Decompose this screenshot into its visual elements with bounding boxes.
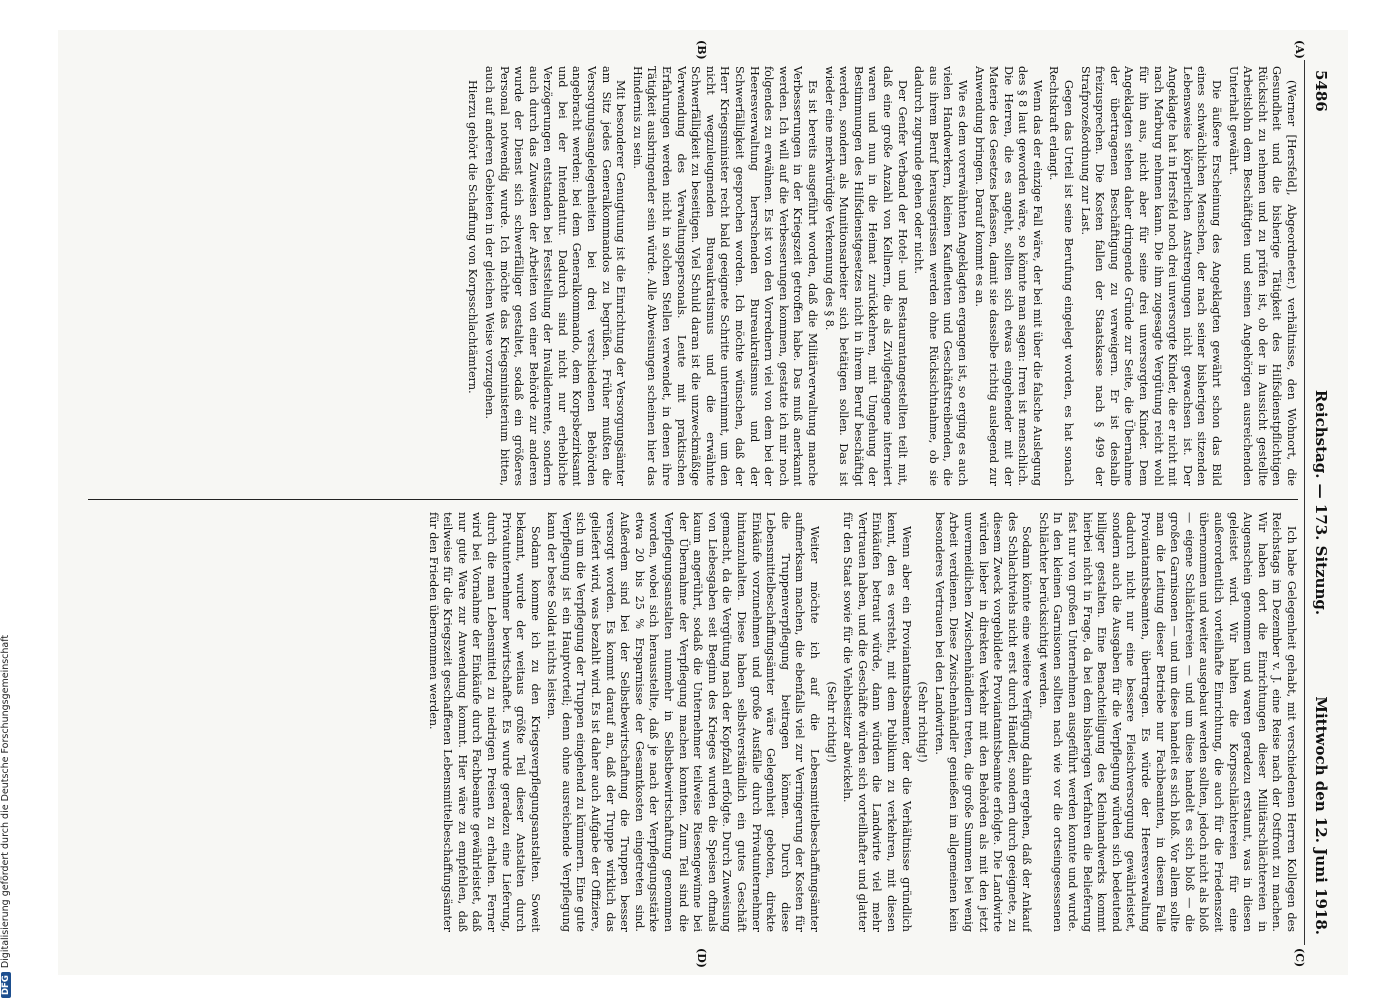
left-paragraph: Wenn das der einzige Fall wäre, der bei mit über die falsche Auslegung des § 8 laut geworden wäre, so könnte man sagen: Irren ist menschlich. Die Herren, die es angeht, sollten sich etwas eingehender mit der Materie des Gesetzes befassen, damit sie dasselbe richtig auslegend zur Anwendung bringen. Darauf kommt es an.	[972, 66, 1044, 486]
digitization-credit	[0, 0, 14, 1000]
right-paragraph: Sodann könnte eine weitere Verfügung dahin ergehen, daß der Ankauf des Schlachtviehs nicht erst durch Händler, sondern durch geeignete, zu diesem Zweck vorgebildete Proviantamtsbeamte erfolgte. Die Landwirte würden lieber in direkten Verkehr mit den Behörden als mit den jetzt unvermeidlichen Zwischenhändlern treten, die große Summen bei wenig Arbeit verdienen. Diese Zwischenhändler genießen im allgemeinen kein besonderes Vertrauen bei den Landwirten.	[932, 512, 1034, 932]
left-column	[83, 66, 1298, 486]
left-paragraph: (Werner [Hersfeld], Abgeordneter.) verhältnisse, den Wohnort, die Gesundheit und die bisherige Tätigkeit des Hilfsdienstpflichtigen Rücksicht zu nehmen und zu prüfen ist, ob der in Aussicht gestellte Arbeitslohn dem Beschäftigten und seinen Angehörigen ausreichenden Unterhalt gewährt.	[1226, 66, 1298, 486]
left-paragraph: Hierzu gehört die Schaffung von Korpsschlachtämtern.	[466, 80, 480, 394]
left-paragraph: Wie es dem vorerwähnten Angeklagten ergangen ist, so erging es auch vielen Handwerkern, kleinen Kaufleuten und Geschäftstreibenden, die aus ihrem Beruf herausgerissen werden ohne Rücksichtnahme, ob sie dadurch zugrunde gehen oder nicht.	[912, 66, 969, 486]
margin-mark-d: (D)	[695, 948, 708, 968]
right-paragraph: Weiter möchte ich auf die Lebensmittelbeschaffungsämter aufmerksam machen, die ebenfalls viel zur Verringerung der Kosten für die Truppenverpflegung beitragen können. Durch diese Lebensmittelbeschaffungsämter wäre Gelegenheit geboten, direkte Einkäufe vorzunehmen und große Ausfälle durch Privatunternehmer hintanzuhalten. Diese haben selbstverständlich ein gutes Geschäft gemacht, da die Vergütung nach der Kopfzahl erfolgte. Durch Zuweisung von Liebesgaben seit Beginn des Krieges wurden die Speisen oftmals kaum angerührt, sodaß die Unternehmer teilweise Riesengewinne bei der Übernahme der Verpflegung machen konnten. Zum Teil sind die Verpflegungsanstalten nunmehr in Selbstbewirtschaftung genommen worden, wobei sich herausstellte, daß je nach der Verpflegungsstärke etwa 20 bis 25 % Ersparnisse der Gesamtkosten eingetreten sind. Außerdem sind bei der Selbstbewirtschaftung die Truppen besser versorgt worden. Es kommt darauf an, daß der Truppe wirklich das geliefert wird, was bezahlt wird. Es ist daher auch Aufgabe der Offiziere, sich um die Verpflegung der Truppen eingehend zu kümmern. Eine gute Verpflegung ist ein Hauptvorteil; denn ohne ausreichende Verpflegung kann der beste Soldat nichts leisten.	[545, 512, 821, 932]
interjection: (Sehr richtig!)	[824, 681, 838, 763]
left-paragraph: Der Genfer Verband der Hotel- und Restaurantangestellten teilt mit, daß eine große Anzahl von Kellnern, die als Zivilgefangene interniert waren und nun in die Heimat zurückkehren, mit Umgehung der Bestimmungen des Hilfsdienstgesetzes nicht in ihrem Beruf beschäftigt werden, sondern als Munitionsarbeiter sich betätigen sollen. Das ist wieder eine merkwürdige Verkennung des § 8.	[822, 66, 909, 486]
right-paragraph: Sodann komme ich zu den Kriegsverpflegungsanstalten. Soweit bekannt, wurde der weitaus größte Teil dieser Anstalten durch Privatunternehmer bewirtschaftet. Es wurde geradezu eine Lieferung, durch die man Lebensmittel zu niedrigen Preisen zu erhalten. Ferner wird bei Vornahme der Einkäufe durch Fachbeamte gewährleistet, daß nur gute Ware zur Anwendung kommt. Hier wäre zu empfehlen, daß teilweise für die Kriegszeit geschaffenen Lebensmittelbeschaffungsämter für den Frieden übernommen werden.	[426, 512, 542, 932]
left-paragraph: Es ist bereits ausgeführt worden, daß die Militärverwaltung manche Verbesserungen in der Kriegszeit getroffen habe. Das muß anerkannt werden. Ich will auf die Verbesserungen kommen, gestatte ich mir noch folgendes zu erwähnen. Es ist von den Vorrednern viel von dem bei der Heeresverwaltung herrschenden Bureaukratismus und der Schwerfälligkeit gesprochen worden. Ich möchte wünschen, daß der Herr Kriegsminister recht bald geeignete Schritte unternimmt, um den nicht wegzuleugnenden Bureaukratismus und die erwähnte Schwerfälligkeit zu beseitigen. Viel Schuld daran ist die unzweckmäßige Verwendung des Verwaltungspersonals. Leute mit praktischen Erfahrungen werden nicht in solchen Stellen verwendet, in denen ihre Tätigkeit ausbringender sein würde. Alle Abweisungen scheinen hier das Hindernis zu sein.	[630, 66, 819, 486]
margin-mark-a: (A)	[1293, 40, 1306, 59]
column-divider	[88, 499, 1298, 500]
header-rule	[1304, 60, 1305, 945]
left-paragraph: Gegen das Urteil ist seine Berufung eingelegt worden, es hat sonach Rechtskraft erlangt.	[1047, 66, 1076, 486]
margin-mark-c: (C)	[1293, 948, 1306, 968]
page-title: Reichstag. — 173. Sitzung.	[1312, 389, 1330, 616]
credit-text: Digitalisierung gefördert durch die Deutsche Forschungsgemeinschaft	[0, 634, 11, 969]
newspaper-page	[58, 30, 1348, 975]
dfg-logo-icon: DFG	[1, 972, 11, 998]
right-paragraph: Wenn aber ein Proviantamtsbeamter, der die Verhältnisse gründlich kennt, den es versteht, mit dem Publikum zu verkehren, mit diesen Einkäufen betraut würde, dann würden die Landwirte viel mehr Vertrauen haben, und die Geschäfte würden sich vorteilhafter und glatter für den Staat sowie für die Viehbesitzer abwickeln.	[841, 512, 913, 932]
page-number: 5486	[1312, 70, 1330, 112]
margin-mark-b: (B)	[695, 40, 708, 60]
left-paragraph: Die äußere Erscheinung des Angeklagten gewährt schon das Bild eines schwächlichen Menschen, der nach seiner bisherigen sitzenden Lebensweise körperlichen Anstrengungen nicht gewachsen ist. Der Angeklagte hat in Hersfeld noch drei unversorgte Kinder, die er nicht mit nach Marburg nehmen kann. Die ihm zugesagte Vergütung reicht wohl für ihn aus, nicht aber für seine drei unversorgten Kinder. Dem Angeklagten stehen daher dringende Gründe zur Seite, die Übernahme der übertragenen Beschäftigung zu verweigern. Er ist deshalb freizusprechen. Die Kosten fallen der Staatskasse nach § 499 der Strafprozeßordnung zur Last.	[1078, 66, 1224, 486]
right-paragraph: Ich habe Gelegenheit gehabt, mit verschiedenen Herren Kollegen des Reichstags im Dezember v. J. eine Reise nach der Ostfront zu machen. Wir haben dort die Einrichtungen dieser Militärschlächtereien in Augenschein genommen und waren geradezu erstaunt, was in diesen geleistet wird. Wir halten die Korpsschlächtereien für eine außerordentlich vorteilhafte Einrichtung, die auch für die Friedenszeit übernommen und weiter ausgebaut werden sollten, jedoch nicht als bloß — eigene Schlächtereien — und um diese handelt es sich bloß — die großen Garnisonen — und um diese handelt es sich bloß. Vor allem sollte man die Leitung dieser Betriebe nur Fachbeamten, in diesem Falle Proviantamtsbeamten, übertragen. Es würde der Heeresverwaltung dadurch nicht nur eine bessere Fleischversorgung gewährleistet, sondern auch die Ausgaben für die Verpflegung würden sich bedeutend billiger gestalten. Eine Benachteiligung des Kleinhandwerks kommt hierbei nicht in Frage, da bei dem bisherigen Verfahren die Belieferung fast nur von großen Unternehmen ausgeführt werden konnte und wurde. In den kleinen Garnisonen sollten nach wie vor die ortseingesessenen Schlächter berücksichtigt werden.	[1036, 512, 1298, 932]
rotated-page-content	[58, 30, 1348, 975]
interjection: (Sehr richtig!)	[916, 681, 930, 763]
page-header	[1308, 70, 1330, 935]
right-column	[83, 512, 1298, 932]
left-paragraph: Mit besonderer Genugtuung ist die Einrichtung der Versorgungsämter am Sitz jedes Generalkommandos zu begrüßen. Früher mußten die Versorgungsangelegenheiten bei drei verschiedenen Behörden angebracht werden: bei dem Generalkommando, dem Korpsbezirksamt und bei der Intendantur. Dadurch sind nicht nur erhebliche Verzögerungen entstanden bei Feststellung der Invalidenrente, sondern auch durch das Zuweisen der Arbeiten von einer Behörde zur anderen wurde der Dienst sich schwerfälliger gestaltet, sodaß ein größeres Personal notwendig wurde. Ich möchte das Kriegsministerium bitten, auch auf anderen Gebieten in der gleichen Weise vorzugehen.	[482, 66, 628, 486]
page-date: Mittwoch den 12. Juni 1918.	[1312, 696, 1330, 935]
